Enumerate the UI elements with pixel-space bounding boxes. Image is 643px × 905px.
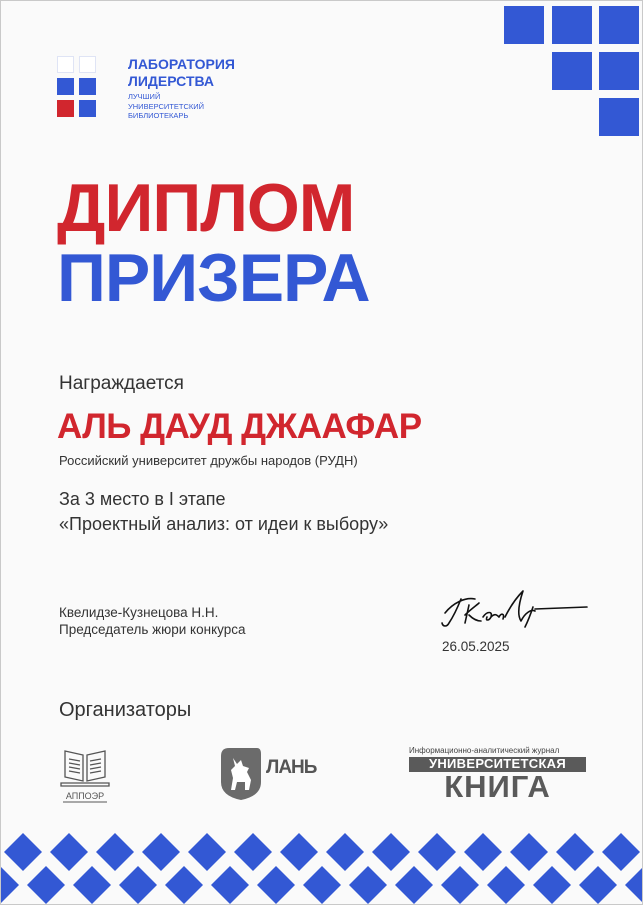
lan-label: ЛАНЬ [266,757,317,778]
diamond-shape [280,833,318,871]
diamond-shape [119,866,157,904]
journal-caption: Информационно-аналитический журнал [409,746,560,755]
diamond-shape [50,833,88,871]
logo-subtitle [128,92,204,121]
corner-square [504,6,544,44]
diamond-shape [395,866,433,904]
diamond-pattern-decoration [1,828,642,905]
logo-subtitle-line: УНИВЕРСИТЕТСКИЙ [128,101,205,111]
corner-square [552,6,592,44]
leadership-lab-logo-mark [57,56,101,118]
signature-image [439,583,589,643]
diamond-shape [510,833,548,871]
logo-title-line: ЛИДЕРСТВА [128,73,215,89]
logo-subtitle-line: БИБЛИОТЕКАРЬ [128,111,189,120]
corner-square [552,52,592,90]
apposer-label: АППОЭР [65,791,105,801]
corner-square [599,6,639,44]
diamond-shape [372,833,410,871]
apposer-logo-icon [59,743,111,803]
diamond-shape [533,866,571,904]
diamond-shape [303,866,341,904]
logo-title [128,56,235,90]
jury-chair-role: Председатель жюри конкурса [59,622,246,637]
diamond-shape [4,833,42,871]
corner-square [599,52,639,90]
diamond-shape [326,833,364,871]
logo-subtitle-line: ЛУЧШИЙ [128,92,161,101]
diamond-shape [579,866,617,904]
diamond-shape [96,833,134,871]
organizers-heading: Организаторы [59,699,192,721]
journal-name-line-2: КНИГА [444,769,551,804]
diamond-shape [418,833,456,871]
awarded-label: Награждается [59,373,184,394]
diamond-shape [625,866,642,904]
diamond-shape [441,866,479,904]
corner-square [599,98,639,136]
diamond-shape [27,866,65,904]
award-place: За 3 место в I этапе [59,489,226,509]
diploma-subtitle: ПРИЗЕРА [57,240,370,316]
diploma-title: ДИПЛОМ [57,170,355,246]
journal-name-line-1: УНИВЕРСИТЕТСКАЯ [428,756,567,771]
diamond-shape [211,866,249,904]
diamond-shape [142,833,180,871]
diamond-shape [556,833,594,871]
diamond-shape [234,833,272,871]
diamond-shape [73,866,111,904]
jury-chair-name: Квелидзе-Кузнецова Н.Н. [59,605,219,620]
award-date: 26.05.2025 [442,639,510,654]
diamond-shape [1,866,19,904]
diamond-shape [188,833,226,871]
award-project: «Проектный анализ: от идеи к выбору» [59,514,389,534]
recipient-name: АЛЬ ДАУД ДЖААФАР [57,407,422,446]
diamond-shape [257,866,295,904]
diamond-shape [349,866,387,904]
logo-title-line: ЛАБОРАТОРИЯ [128,56,235,72]
diamond-shape [487,866,525,904]
diamond-shape [602,833,640,871]
recipient-university: Российский университет дружбы народов (РУДН) [59,453,358,468]
diamond-shape [464,833,502,871]
diamond-shape [165,866,203,904]
